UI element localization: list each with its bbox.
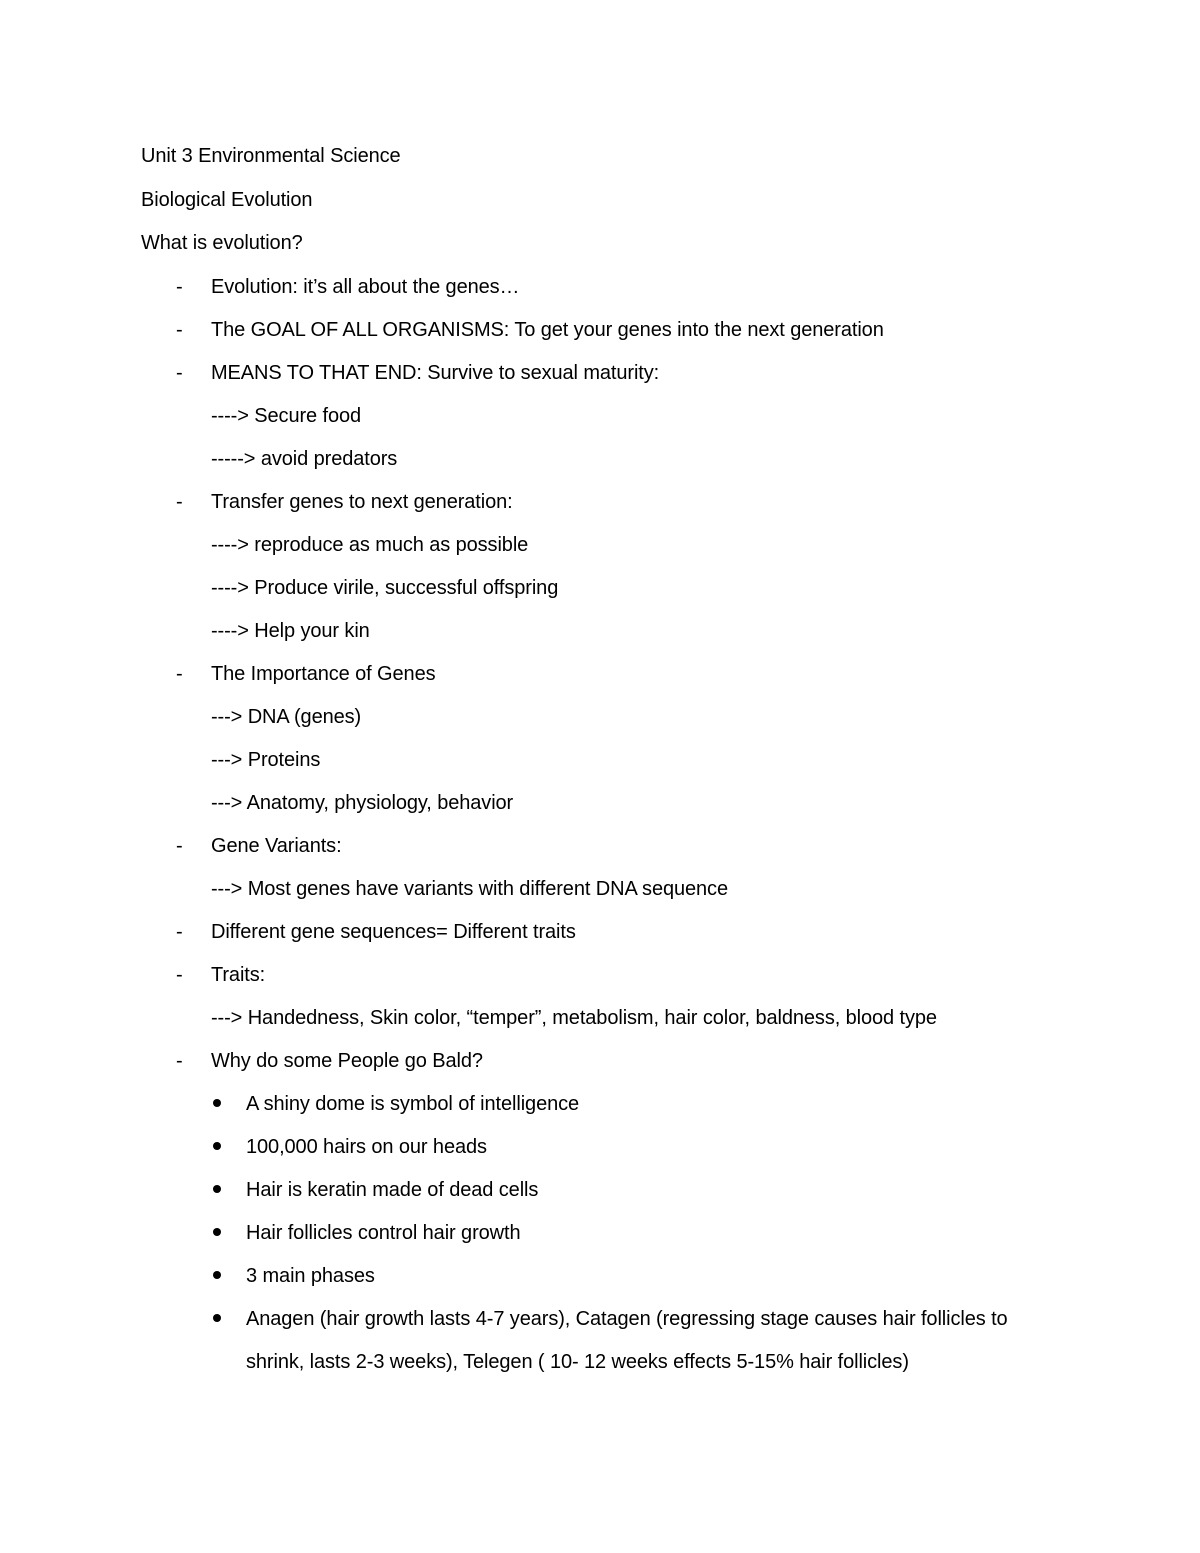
dash-marker: - — [176, 362, 183, 384]
bullet-item: 3 main phases — [246, 1265, 375, 1287]
list-item: Why do some People go Bald? — [211, 1050, 483, 1072]
bullet-item: 100,000 hairs on our heads — [246, 1136, 487, 1158]
list-subitem: ---> Most genes have variants with different DNA sequence — [211, 878, 728, 900]
list-subitem: ---> DNA (genes) — [211, 706, 362, 728]
list-item: The Importance of Genes — [211, 663, 436, 685]
list-item: Traits: — [211, 964, 266, 986]
dash-marker: - — [176, 921, 183, 943]
dash-marker: - — [176, 1050, 183, 1072]
bullet-item: Hair follicles control hair growth — [246, 1222, 521, 1244]
list-item: The GOAL OF ALL ORGANISMS: To get your genes into the next generation — [211, 319, 884, 341]
list-subitem: ----> Produce virile, successful offspring — [211, 577, 559, 599]
list-item: Evolution: it’s all about the genes… — [211, 276, 520, 298]
list-subitem: ---> Anatomy, physiology, behavior — [211, 792, 514, 814]
list-item: Transfer genes to next generation: — [211, 491, 513, 513]
list-subitem: -----> avoid predators — [211, 448, 398, 470]
list-subitem: ---> Proteins — [211, 749, 321, 771]
bullet-icon — [213, 1099, 221, 1107]
document-title: Unit 3 Environmental Science — [141, 145, 401, 167]
list-subitem: ---> Handedness, Skin color, “temper”, metabolism, hair color, baldness, blood type — [211, 1007, 937, 1029]
bullet-icon — [213, 1271, 221, 1279]
list-subitem: ----> Help your kin — [211, 620, 370, 642]
dash-marker: - — [176, 835, 183, 857]
dash-marker: - — [176, 663, 183, 685]
bullet-item: Anagen (hair growth lasts 4-7 years), Catagen (regressing stage causes hair follicles to — [246, 1308, 1008, 1330]
bullet-item-continuation: shrink, lasts 2-3 weeks), Telegen ( 10- 12 weeks effects 5-15% hair follicles) — [246, 1351, 909, 1373]
bullet-icon — [213, 1228, 221, 1236]
list-item: MEANS TO THAT END: Survive to sexual maturity: — [211, 362, 660, 384]
bullet-item: A shiny dome is symbol of intelligence — [246, 1093, 580, 1115]
list-subitem: ----> Secure food — [211, 405, 362, 427]
bullet-item: Hair is keratin made of dead cells — [246, 1179, 539, 1201]
document-subtitle: Biological Evolution — [141, 189, 313, 211]
list-subitem: ----> reproduce as much as possible — [211, 534, 529, 556]
dash-marker: - — [176, 491, 183, 513]
bullet-icon — [213, 1142, 221, 1150]
dash-marker: - — [176, 276, 183, 298]
bullet-icon — [213, 1185, 221, 1193]
list-item: Gene Variants: — [211, 835, 342, 857]
dash-marker: - — [176, 964, 183, 986]
bullet-icon — [213, 1314, 221, 1322]
dash-marker: - — [176, 319, 183, 341]
list-item: Different gene sequences= Different traits — [211, 921, 576, 943]
section-question: What is evolution? — [141, 232, 303, 254]
